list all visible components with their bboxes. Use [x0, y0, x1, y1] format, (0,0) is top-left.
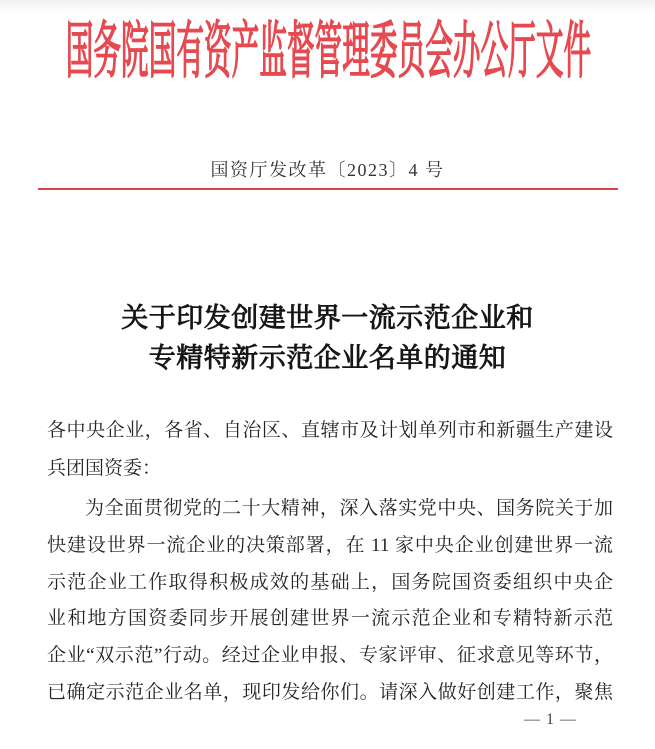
body-paragraph	[47, 491, 613, 712]
page-number: — 1 —	[524, 711, 577, 728]
body-line: 为全面贯彻党的二十大精神，深入落实党中央、国务院关于加	[85, 498, 613, 519]
body-line: 快建设世界一流企业的决策部署，在 11 家中央企业创建世界一流	[47, 534, 613, 556]
salutation-line: 兵团国资委：	[47, 457, 162, 479]
issuer-header: 国务院国有资产监督管理委员会办公厅文件	[65, 18, 591, 86]
red-divider	[38, 188, 618, 190]
body-line: 示范企业工作取得积极成效的基础上，国务院国资委组织中央企	[47, 571, 613, 593]
doc-number: 国资厅发改革〔2023〕4 号	[210, 160, 445, 180]
scan-artifact	[0, 0, 655, 14]
salutation	[47, 412, 613, 487]
body-line: 业和地方国资委同步开展创建世界一流示范企业和专精特新示范	[47, 608, 613, 630]
document-text	[47, 412, 613, 712]
notice-title	[0, 298, 655, 378]
notice-title-line1: 关于印发创建世界一流示范企业和	[121, 303, 534, 333]
body-line: 企业“双示范”行动。经过企业申报、专家评审、征求意见等环节，	[47, 645, 613, 667]
body-line: 已确定示范企业名单，现印发给你们。请深入做好创建工作，聚焦	[47, 681, 613, 703]
notice-title-line2: 专精特新示范企业名单的通知	[148, 343, 507, 373]
salutation-line: 各中央企业，各省、自治区、直辖市及计划单列市和新疆生产建设	[47, 420, 613, 441]
